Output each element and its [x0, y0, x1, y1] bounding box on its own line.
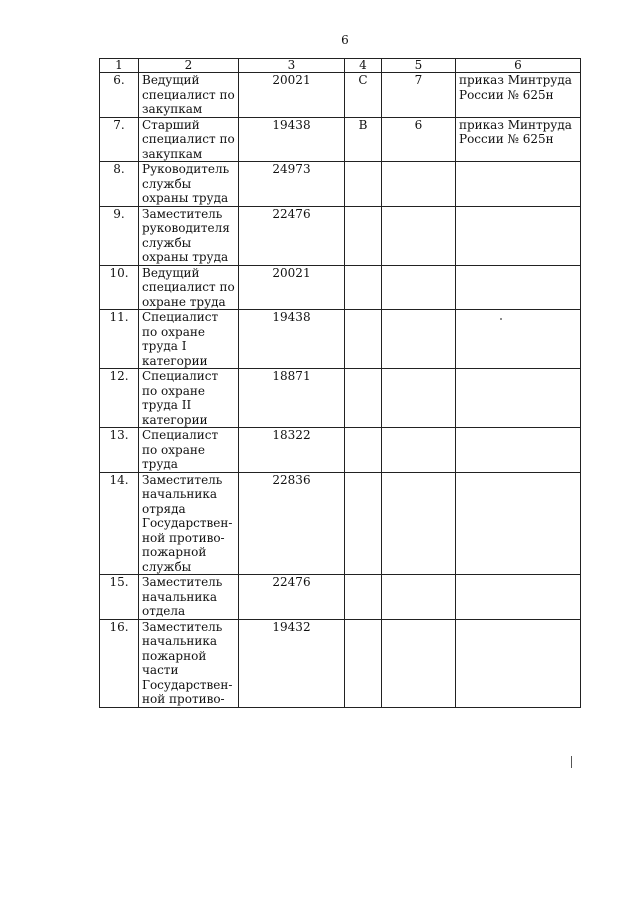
row-number-cell: 10.	[100, 265, 139, 310]
table-row	[100, 265, 581, 310]
salary-cell: 20021	[239, 265, 345, 310]
qualification-level-cell	[382, 575, 456, 620]
table-row	[100, 472, 581, 575]
salary-cell: 18871	[239, 369, 345, 428]
table-row	[100, 310, 581, 369]
salary-cell: 18322	[239, 428, 345, 473]
position-title-cell: Ведущий специалист по закупкам	[139, 73, 239, 118]
position-title-cell: Заместитель начальника отряда Государствен-ной противо-пожарной службы	[139, 472, 239, 575]
scan-artifact	[571, 756, 572, 768]
table-row	[100, 369, 581, 428]
qualification-level-cell	[382, 310, 456, 369]
staff-table	[99, 58, 581, 708]
salary-cell: 22476	[239, 206, 345, 265]
qualification-level-cell	[382, 619, 456, 707]
salary-cell: 19438	[239, 310, 345, 369]
legal-basis-cell	[456, 206, 581, 265]
salary-cell: 22476	[239, 575, 345, 620]
qualification-level-cell	[382, 162, 456, 207]
salary-cell: 19438	[239, 117, 345, 162]
header-cell: 3	[239, 59, 345, 73]
salary-cell: 20021	[239, 73, 345, 118]
qualification-level-cell: 6	[382, 117, 456, 162]
position-title-cell: Старший специалист по закупкам	[139, 117, 239, 162]
header-cell: 1	[100, 59, 139, 73]
row-number-cell: 16.	[100, 619, 139, 707]
category-cell: С	[345, 73, 382, 118]
category-cell	[345, 162, 382, 207]
legal-basis-cell	[456, 428, 581, 473]
position-title-cell: Заместитель начальника отдела	[139, 575, 239, 620]
table-row	[100, 162, 581, 207]
qualification-level-cell	[382, 265, 456, 310]
position-title-cell: Руководитель службы охраны труда	[139, 162, 239, 207]
salary-cell: 19432	[239, 619, 345, 707]
position-title-cell: Ведущий специалист по охране труда	[139, 265, 239, 310]
legal-basis-cell	[456, 162, 581, 207]
table-row	[100, 619, 581, 707]
position-title-cell: Заместитель руководителя службы охраны труда	[139, 206, 239, 265]
table-header-row	[100, 59, 581, 73]
legal-basis-cell	[456, 619, 581, 707]
salary-cell: 22836	[239, 472, 345, 575]
table-row	[100, 428, 581, 473]
header-cell: 6	[456, 59, 581, 73]
table-row	[100, 206, 581, 265]
position-title-cell: Специалист по охране труда	[139, 428, 239, 473]
category-cell	[345, 428, 382, 473]
category-cell	[345, 369, 382, 428]
row-number-cell: 15.	[100, 575, 139, 620]
category-cell	[345, 472, 382, 575]
category-cell	[345, 310, 382, 369]
qualification-level-cell	[382, 472, 456, 575]
row-number-cell: 8.	[100, 162, 139, 207]
position-title-cell: Специалист по охране труда I категории	[139, 310, 239, 369]
legal-basis-cell: приказ Минтруда России № 625н	[456, 117, 581, 162]
row-number-cell: 6.	[100, 73, 139, 118]
qualification-level-cell	[382, 206, 456, 265]
position-title-cell: Специалист по охране труда II категории	[139, 369, 239, 428]
category-cell: В	[345, 117, 382, 162]
qualification-level-cell	[382, 369, 456, 428]
legal-basis-cell	[456, 575, 581, 620]
category-cell	[345, 206, 382, 265]
qualification-level-cell: 7	[382, 73, 456, 118]
row-number-cell: 11.	[100, 310, 139, 369]
category-cell	[345, 619, 382, 707]
table-row	[100, 575, 581, 620]
table-row	[100, 73, 581, 118]
scan-artifact	[500, 318, 502, 320]
row-number-cell: 9.	[100, 206, 139, 265]
header-cell: 2	[139, 59, 239, 73]
legal-basis-cell: приказ Минтруда России № 625н	[456, 73, 581, 118]
salary-cell: 24973	[239, 162, 345, 207]
header-cell: 4	[345, 59, 382, 73]
legal-basis-cell	[456, 472, 581, 575]
table-row	[100, 117, 581, 162]
header-cell: 5	[382, 59, 456, 73]
legal-basis-cell	[456, 369, 581, 428]
legal-basis-cell	[456, 265, 581, 310]
qualification-level-cell	[382, 428, 456, 473]
legal-basis-cell	[456, 310, 581, 369]
row-number-cell: 12.	[100, 369, 139, 428]
category-cell	[345, 575, 382, 620]
position-title-cell: Заместитель начальника пожарной части Государствен-ной противо-	[139, 619, 239, 707]
category-cell	[345, 265, 382, 310]
row-number-cell: 14.	[100, 472, 139, 575]
row-number-cell: 7.	[100, 117, 139, 162]
page-number: 6	[341, 33, 349, 47]
row-number-cell: 13.	[100, 428, 139, 473]
